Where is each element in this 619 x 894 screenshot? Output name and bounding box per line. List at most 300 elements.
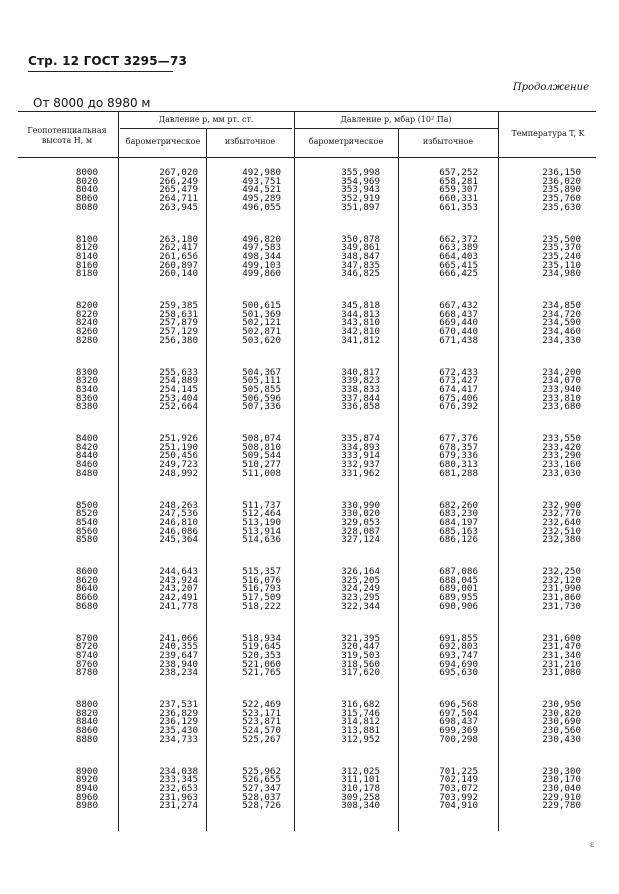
- pressure-table: [18, 111, 596, 831]
- baro-mbar-cell: 348,847: [341, 250, 380, 262]
- excess-mm-cell: 527,347: [242, 782, 281, 794]
- excess-mm-cell: 521,765: [242, 667, 281, 679]
- baro-mm-cell: 260,140: [159, 268, 198, 280]
- excess-mm-cell: 501,369: [242, 308, 281, 320]
- excess-mbar-cell: 664,403: [439, 250, 478, 262]
- table-row: [18, 669, 596, 678]
- excess-mbar-cell: 660,331: [439, 193, 478, 205]
- row-group: [18, 435, 596, 478]
- height-cell: 8000: [75, 167, 98, 178]
- baro-mm-cell: 240,355: [159, 641, 198, 653]
- excess-mm-cell: 523,171: [242, 707, 281, 719]
- height-cell: 8940: [75, 782, 98, 794]
- excess-mm-cell: 528,037: [242, 791, 281, 803]
- height-cell: 8300: [75, 366, 98, 378]
- height-cell: 8600: [75, 566, 98, 577]
- baro-mbar-cell: 318,560: [341, 658, 380, 670]
- baro-mm-cell: 249,723: [159, 459, 198, 471]
- baro-mm-cell: 236,129: [159, 716, 198, 728]
- baro-mbar-cell: 321,395: [341, 632, 380, 644]
- baro-mm-cell: 233,345: [159, 774, 198, 786]
- excess-mbar-cell: 700,298: [439, 733, 478, 745]
- baro-mbar-cell: 327,124: [341, 534, 380, 546]
- baro-mbar-cell: 337,844: [341, 392, 380, 404]
- excess-mbar-cell: 670,440: [439, 326, 478, 338]
- excess-mbar-cell: 679,336: [439, 450, 478, 462]
- height-cell: 8260: [75, 326, 98, 338]
- excess-mbar-cell: 699,369: [439, 725, 478, 737]
- table-row: [18, 585, 596, 594]
- table-row: [18, 782, 596, 794]
- excess-mm-cell: 497,583: [242, 242, 281, 254]
- baro-mbar-cell: 314,812: [341, 716, 380, 728]
- height-cell: 8660: [75, 592, 98, 604]
- baro-mm-cell: 258,631: [159, 308, 198, 320]
- excess-mbar-cell: 669,440: [439, 317, 478, 329]
- temp-cell: 232,120: [542, 574, 581, 586]
- excess-mm-cell: 512,464: [242, 508, 281, 520]
- table-row: [18, 441, 596, 453]
- temp-cell: 235,110: [542, 259, 581, 271]
- table-row: [18, 718, 596, 727]
- excess-mm-cell: 525,962: [242, 765, 281, 777]
- excess-mm-cell: 518,222: [242, 600, 281, 612]
- table-row: [18, 574, 596, 586]
- temp-cell: 229,910: [542, 791, 581, 803]
- temp-cell: 235,890: [542, 184, 581, 196]
- height-cell: 8740: [75, 649, 98, 661]
- table-row: [18, 776, 596, 785]
- group-mm-header: Давление p, мм рт. ст.: [158, 115, 254, 124]
- baro-mm-cell: 264,711: [159, 193, 198, 205]
- baro-mm-cell: 244,643: [159, 566, 198, 577]
- baro-mm-cell: 248,992: [159, 467, 198, 479]
- row-group: [18, 499, 596, 546]
- altitude-range: От 8000 до 8980 м: [33, 96, 151, 110]
- excess-mm-cell: 493,751: [242, 175, 281, 187]
- excess-mbar-cell: 680,313: [439, 459, 478, 471]
- excess-mbar-cell: 665,415: [439, 259, 478, 271]
- temp-cell: 235,760: [542, 193, 581, 205]
- baro-mm-cell: 243,207: [159, 583, 198, 595]
- excess-mbar-cell: 674,417: [439, 383, 478, 395]
- row-group: [18, 233, 596, 280]
- baro-mbar-cell: 324,249: [341, 583, 380, 595]
- baro-mbar-cell: 309,258: [341, 791, 380, 803]
- temp-cell: 230,170: [542, 774, 581, 786]
- excess-mbar-cell: 693,747: [439, 649, 478, 661]
- excess-mm-cell: 500,615: [242, 300, 281, 311]
- temp-cell: 234,980: [542, 268, 581, 280]
- temp-cell: 233,160: [542, 459, 581, 471]
- excess-mm-cell: 510,277: [242, 459, 281, 471]
- table-row: [18, 658, 596, 670]
- height-cell: 8780: [75, 667, 98, 679]
- baro-mm-cell: 238,940: [159, 658, 198, 670]
- baro-mm-cell: 261,656: [159, 250, 198, 262]
- excess-mbar-cell: 675,406: [439, 392, 478, 404]
- excess-mbar-cell: 662,372: [439, 233, 478, 245]
- baro-mm-cell: 262,417: [159, 242, 198, 254]
- table-row: [18, 733, 596, 745]
- height-cell: 8920: [75, 774, 98, 786]
- height-cell: 8540: [75, 516, 98, 528]
- excess-mbar-cell: 692,803: [439, 641, 478, 653]
- table-top-rule: [18, 111, 596, 112]
- baro-mm-cell: 246,810: [159, 516, 198, 528]
- table-row: [18, 169, 596, 178]
- excess-mm-cell: 521,060: [242, 658, 281, 670]
- temp-cell: 230,040: [542, 782, 581, 794]
- baro-mm-cell: 263,945: [159, 201, 198, 213]
- height-cell: 8220: [75, 308, 98, 320]
- temp-cell: 233,810: [542, 392, 581, 404]
- baro-mm-cell: 246,086: [159, 525, 198, 537]
- table-row: [18, 244, 596, 253]
- baro-mm-cell: 259,385: [159, 300, 198, 311]
- excess-mm-cell: 502,121: [242, 317, 281, 329]
- excess-mbar-cell: 701,225: [439, 765, 478, 777]
- baro-mbar-cell: 308,340: [341, 800, 380, 812]
- excess-mm-cell: 495,289: [242, 193, 281, 205]
- table-row: [18, 452, 596, 461]
- excess-mbar-cell: 704,910: [439, 800, 478, 812]
- table-row: [18, 201, 596, 213]
- temp-cell: 234,070: [542, 375, 581, 387]
- height-cell: 8160: [75, 259, 98, 271]
- table-row: [18, 707, 596, 719]
- group-mbar-header: Давление p, мбар (10² Па): [340, 115, 452, 124]
- temp-cell: 230,820: [542, 707, 581, 719]
- table-row: [18, 727, 596, 736]
- temp-cell: 234,460: [542, 326, 581, 338]
- baro-mbar-cell: 320,447: [341, 641, 380, 653]
- baro-mbar-cell: 330,020: [341, 508, 380, 520]
- excess-mm-cell: 516,076: [242, 574, 281, 586]
- col-height-header: Геопотенциальная высота H, м: [27, 126, 107, 145]
- baro-mbar-cell: 312,025: [341, 765, 380, 777]
- excess-mm-cell: 504,367: [242, 366, 281, 378]
- excess-mbar-cell: 698,437: [439, 716, 478, 728]
- excess-mbar-cell: 684,197: [439, 516, 478, 528]
- baro-mm-cell: 237,531: [159, 699, 198, 710]
- table-row: [18, 649, 596, 661]
- excess-mbar-cell: 691,855: [439, 632, 478, 644]
- baro-mbar-cell: 335,874: [341, 433, 380, 444]
- height-cell: 8620: [75, 574, 98, 586]
- excess-mm-cell: 494,521: [242, 184, 281, 196]
- baro-mm-cell: 241,066: [159, 632, 198, 644]
- excess-mbar-cell: 697,504: [439, 707, 478, 719]
- baro-mm-cell: 256,380: [159, 334, 198, 346]
- temp-cell: 233,290: [542, 450, 581, 462]
- temp-cell: 236,150: [542, 167, 581, 178]
- temp-cell: 233,680: [542, 401, 581, 413]
- sub-excess-mm: избыточное: [224, 137, 276, 146]
- excess-mbar-cell: 673,427: [439, 375, 478, 387]
- table-row: [18, 250, 596, 262]
- baro-mbar-cell: 323,295: [341, 592, 380, 604]
- baro-mbar-cell: 322,344: [341, 600, 380, 612]
- excess-mm-cell: 511,008: [242, 467, 281, 479]
- height-cell: 8800: [75, 699, 98, 710]
- table-row: [18, 302, 596, 311]
- baro-mm-cell: 241,778: [159, 600, 198, 612]
- baro-mbar-cell: 319,503: [341, 649, 380, 661]
- excess-mm-cell: 498,344: [242, 250, 281, 262]
- height-cell: 8580: [75, 534, 98, 546]
- height-cell: 8760: [75, 658, 98, 670]
- baro-mm-cell: 242,491: [159, 592, 198, 604]
- col-temp-header: Температура T, K: [511, 129, 585, 138]
- excess-mm-cell: 508,810: [242, 441, 281, 453]
- baro-mm-cell: 235,430: [159, 725, 198, 737]
- table-row: [18, 461, 596, 470]
- row-group: [18, 765, 596, 812]
- height-cell: 8320: [75, 375, 98, 387]
- temp-cell: 229,780: [542, 800, 581, 812]
- baro-mbar-cell: 351,897: [341, 201, 380, 213]
- excess-mbar-cell: 696,568: [439, 699, 478, 710]
- temp-cell: 231,600: [542, 632, 581, 644]
- excess-mbar-cell: 672,433: [439, 366, 478, 378]
- table-row: [18, 701, 596, 710]
- height-cell: 8360: [75, 392, 98, 404]
- row-group: [18, 568, 596, 611]
- excess-mm-cell: 505,111: [242, 375, 281, 387]
- temp-cell: 236,020: [542, 175, 581, 187]
- temp-cell: 231,080: [542, 667, 581, 679]
- table-row: [18, 568, 596, 577]
- height-cell: 8400: [75, 433, 98, 444]
- baro-mbar-cell: 311,101: [341, 774, 380, 786]
- baro-mbar-cell: 354,969: [341, 175, 380, 187]
- excess-mm-cell: 519,645: [242, 641, 281, 653]
- baro-mbar-cell: 330,990: [341, 499, 380, 511]
- table-row: [18, 392, 596, 404]
- excess-mm-cell: 506,596: [242, 392, 281, 404]
- baro-mm-cell: 234,038: [159, 765, 198, 777]
- table-row: [18, 435, 596, 444]
- temp-cell: 231,210: [542, 658, 581, 670]
- baro-mbar-cell: 349,861: [341, 242, 380, 254]
- table-row: [18, 600, 596, 612]
- height-cell: 8380: [75, 401, 98, 413]
- excess-mm-cell: 496,820: [242, 233, 281, 245]
- excess-mbar-cell: 658,281: [439, 175, 478, 187]
- height-cell: 8640: [75, 583, 98, 595]
- excess-mm-cell: 513,190: [242, 516, 281, 528]
- temp-cell: 233,420: [542, 441, 581, 453]
- excess-mbar-cell: 661,353: [439, 201, 478, 213]
- baro-mm-cell: 245,364: [159, 534, 198, 546]
- excess-mm-cell: 528,726: [242, 800, 281, 812]
- excess-mm-cell: 526,655: [242, 774, 281, 786]
- table-row: [18, 536, 596, 545]
- baro-mbar-cell: 315,746: [341, 707, 380, 719]
- table-row: [18, 328, 596, 337]
- temp-cell: 233,940: [542, 383, 581, 395]
- excess-mm-cell: 492,980: [242, 167, 281, 178]
- height-cell: 8880: [75, 733, 98, 745]
- excess-mbar-cell: 682,260: [439, 499, 478, 511]
- excess-mbar-cell: 686,126: [439, 534, 478, 546]
- temp-cell: 235,630: [542, 201, 581, 213]
- baro-mbar-cell: 341,812: [341, 334, 380, 346]
- baro-mbar-cell: 355,998: [341, 167, 380, 178]
- excess-mbar-cell: 689,955: [439, 592, 478, 604]
- height-cell: 8180: [75, 268, 98, 280]
- header-rule: [28, 71, 173, 72]
- baro-mm-cell: 251,190: [159, 441, 198, 453]
- excess-mm-cell: 509,544: [242, 450, 281, 462]
- height-cell: 8720: [75, 641, 98, 653]
- temp-cell: 230,430: [542, 733, 581, 745]
- temp-cell: 231,990: [542, 583, 581, 595]
- sub-baro-mm: барометрическое: [125, 137, 201, 146]
- row-group: [18, 701, 596, 744]
- height-cell: 8340: [75, 383, 98, 395]
- baro-mm-cell: 257,879: [159, 317, 198, 329]
- temp-cell: 234,850: [542, 300, 581, 311]
- height-cell: 8420: [75, 441, 98, 453]
- table-row: [18, 765, 596, 777]
- excess-mbar-cell: 703,992: [439, 791, 478, 803]
- excess-mbar-cell: 676,392: [439, 401, 478, 413]
- baro-mm-cell: 254,145: [159, 383, 198, 395]
- temp-cell: 232,380: [542, 534, 581, 546]
- baro-mbar-cell: 332,937: [341, 459, 380, 471]
- height-cell: 8980: [75, 800, 98, 812]
- sub-excess-mbar: избыточное: [422, 137, 474, 146]
- excess-mbar-cell: 663,389: [439, 242, 478, 254]
- baro-mbar-cell: 336,858: [341, 401, 380, 413]
- table-row: [18, 186, 596, 195]
- temp-cell: 231,730: [542, 600, 581, 612]
- table-row: [18, 516, 596, 528]
- baro-mm-cell: 260,897: [159, 259, 198, 271]
- table-row: [18, 802, 596, 811]
- height-cell: 8240: [75, 317, 98, 329]
- table-row: [18, 632, 596, 644]
- excess-mm-cell: 507,336: [242, 401, 281, 413]
- baro-mm-cell: 257,129: [159, 326, 198, 338]
- baro-mm-cell: 247,536: [159, 508, 198, 520]
- height-cell: 8560: [75, 525, 98, 537]
- height-cell: 8060: [75, 193, 98, 205]
- row-group: [18, 169, 596, 212]
- temp-cell: 233,030: [542, 467, 581, 479]
- temp-cell: 230,300: [542, 765, 581, 777]
- temp-cell: 234,590: [542, 317, 581, 329]
- excess-mm-cell: 515,357: [242, 566, 281, 577]
- baro-mm-cell: 234,733: [159, 733, 198, 745]
- group-mbar-rule: [294, 128, 498, 129]
- baro-mbar-cell: 340,817: [341, 366, 380, 378]
- excess-mm-cell: 513,914: [242, 525, 281, 537]
- height-cell: 8860: [75, 725, 98, 737]
- baro-mm-cell: 252,664: [159, 401, 198, 413]
- baro-mm-cell: 248,263: [159, 499, 198, 511]
- sub-baro-mbar: барометрическое: [308, 137, 384, 146]
- height-cell: 8960: [75, 791, 98, 803]
- table-row: [18, 403, 596, 412]
- temp-cell: 231,860: [542, 592, 581, 604]
- table-row: [18, 643, 596, 652]
- height-cell: 8100: [75, 233, 98, 245]
- excess-mm-cell: 516,793: [242, 583, 281, 595]
- excess-mbar-cell: 678,357: [439, 441, 478, 453]
- baro-mbar-cell: 317,620: [341, 667, 380, 679]
- baro-mbar-cell: 343,810: [341, 317, 380, 329]
- table-row: [18, 525, 596, 537]
- excess-mbar-cell: 671,438: [439, 334, 478, 346]
- baro-mm-cell: 232,653: [159, 782, 198, 794]
- baro-mbar-cell: 333,914: [341, 450, 380, 462]
- height-cell: 8280: [75, 334, 98, 346]
- excess-mm-cell: 523,871: [242, 716, 281, 728]
- height-cell: 8480: [75, 467, 98, 479]
- baro-mbar-cell: 326,164: [341, 566, 380, 577]
- table-row: [18, 499, 596, 511]
- temp-cell: 232,250: [542, 566, 581, 577]
- page-corner-mark: ɛ: [590, 840, 595, 849]
- excess-mm-cell: 524,570: [242, 725, 281, 737]
- baro-mm-cell: 267,020: [159, 167, 198, 178]
- baro-mm-cell: 243,924: [159, 574, 198, 586]
- baro-mbar-cell: 339,823: [341, 375, 380, 387]
- excess-mbar-cell: 657,252: [439, 167, 478, 178]
- height-cell: 8520: [75, 508, 98, 520]
- baro-mm-cell: 231,274: [159, 800, 198, 812]
- table-row: [18, 510, 596, 519]
- excess-mbar-cell: 685,163: [439, 525, 478, 537]
- row-group: [18, 302, 596, 345]
- baro-mbar-cell: 328,087: [341, 525, 380, 537]
- baro-mm-cell: 239,647: [159, 649, 198, 661]
- excess-mm-cell: 518,934: [242, 632, 281, 644]
- height-cell: 8020: [75, 175, 98, 187]
- baro-mbar-cell: 331,962: [341, 467, 380, 479]
- baro-mbar-cell: 352,919: [341, 193, 380, 205]
- excess-mbar-cell: 659,307: [439, 184, 478, 196]
- excess-mm-cell: 514,636: [242, 534, 281, 546]
- temp-cell: 234,720: [542, 308, 581, 320]
- baro-mbar-cell: 334,893: [341, 441, 380, 453]
- temp-cell: 234,200: [542, 366, 581, 378]
- table-row: [18, 334, 596, 346]
- baro-mm-cell: 251,926: [159, 433, 198, 444]
- baro-mm-cell: 266,249: [159, 175, 198, 187]
- temp-cell: 232,510: [542, 525, 581, 537]
- excess-mm-cell: 499,860: [242, 268, 281, 280]
- baro-mm-cell: 263,180: [159, 233, 198, 245]
- temp-cell: 235,240: [542, 250, 581, 262]
- excess-mm-cell: 508,074: [242, 433, 281, 444]
- height-cell: 8140: [75, 250, 98, 262]
- temp-cell: 235,370: [542, 242, 581, 254]
- temp-cell: 231,470: [542, 641, 581, 653]
- table-row: [18, 308, 596, 320]
- height-cell: 8840: [75, 716, 98, 728]
- baro-mbar-cell: 344,813: [341, 308, 380, 320]
- excess-mm-cell: 517,509: [242, 592, 281, 604]
- excess-mbar-cell: 689,001: [439, 583, 478, 595]
- table-row: [18, 195, 596, 204]
- excess-mm-cell: 522,469: [242, 699, 281, 710]
- excess-mbar-cell: 668,437: [439, 308, 478, 320]
- table-row: [18, 377, 596, 386]
